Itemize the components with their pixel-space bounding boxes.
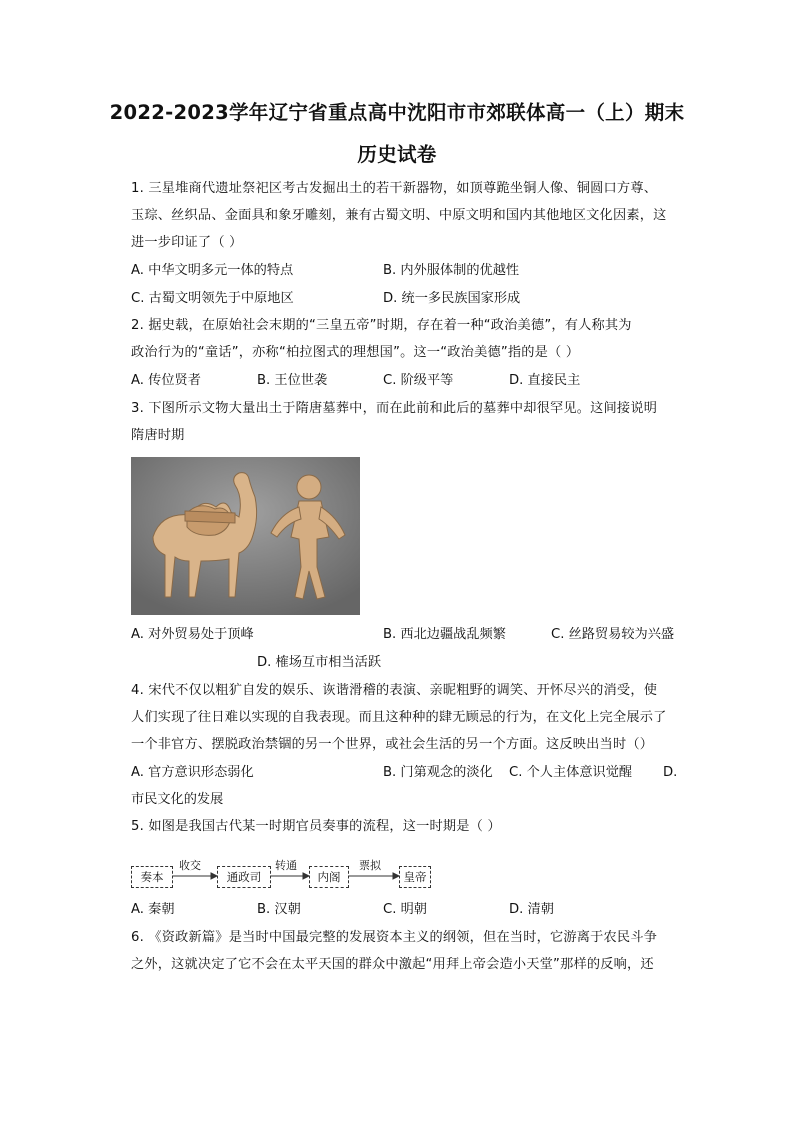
memorial-flow-diagram [131, 860, 431, 892]
artifact-photo [131, 457, 360, 615]
flow-box-cabinet: 内阁 [309, 866, 349, 888]
q5-option-b: B. 汉朝 [257, 902, 301, 917]
q1-stem-line3: 进一步印证了（ ） [131, 235, 243, 250]
q4-stem-line1: 4. 宋代不仅以粗犷自发的娱乐、诙谐滑稽的表演、亲昵粗野的调笑、开怀尽兴的消受，使 [131, 683, 658, 698]
flow-box-emperor: 皇帝 [399, 866, 431, 888]
q4-stem-line2: 人们实现了往日难以实现的自我表现。而且这种种的肆无顾忌的行为，在文化上完全展示了 [131, 710, 667, 725]
page-subtitle: 历史试卷 [357, 143, 437, 166]
q6-stem-line2: 之外，这就决定了它不会在太平天国的群众中激起“用拜上帝会造小天堂”那样的反响，还 [131, 957, 654, 972]
q4-stem-line3: 一个非官方、摆脱政治禁锢的另一个世界，或社会生活的另一个方面。这反映出当时（） [131, 737, 654, 752]
q1-stem-line2: 玉琮、丝织品、金面具和象牙雕刻，兼有古蜀文明、中原文明和国内其他地区文化因素，这 [131, 208, 667, 223]
q4-option-a: A. 官方意识形态弱化 [131, 765, 254, 780]
camel-and-figure-illustration [131, 457, 360, 615]
flow-label-draft: 票拟 [359, 859, 381, 872]
q3-stem-line2: 隋唐时期 [131, 428, 185, 443]
q5-option-d: D. 清朝 [509, 902, 554, 917]
q5-option-a: A. 秦朝 [131, 902, 175, 917]
q1-option-d: D. 统一多民族国家形成 [383, 291, 521, 306]
q2-stem-line2: 政治行为的“童话”，亦称“柏拉图式的理想国”。这一“政治美德”指的是（ ） [131, 345, 580, 360]
q2-stem-line1: 2. 据史载，在原始社会末期的“三皇五帝”时期，存在着一种“政治美德”，有人称其为 [131, 318, 632, 333]
flow-label-forward: 转通 [275, 859, 297, 872]
q4-option-c: C. 个人主体意识觉醒 [509, 765, 633, 780]
page-title: 2022-2023学年辽宁省重点高中沈阳市市郊联体高一（上）期末 [109, 101, 685, 124]
q1-option-c: C. 古蜀文明领先于中原地区 [131, 291, 294, 306]
q5-option-c: C. 明朝 [383, 902, 427, 917]
q4-option-d-text: 市民文化的发展 [131, 792, 224, 807]
q1-option-b: B. 内外服体制的优越性 [383, 263, 520, 278]
q1-option-a: A. 中华文明多元一体的特点 [131, 263, 294, 278]
q2-option-a: A. 传位贤者 [131, 373, 201, 388]
q3-option-a: A. 对外贸易处于顶峰 [131, 627, 254, 642]
q2-option-c: C. 阶级平等 [383, 373, 454, 388]
q6-stem-line1: 6. 《资政新篇》是当时中国最完整的发展资本主义的纲领，但在当时，它游离于农民斗争 [131, 930, 658, 945]
q4-option-b: B. 门第观念的淡化 [383, 765, 493, 780]
flow-label-submit: 收交 [179, 859, 201, 872]
q1-stem-line1: 1. 三星堆商代遗址祭祀区考古发掘出土的若干新器物，如顶尊跪坐铜人像、铜圆口方尊、 [131, 181, 658, 196]
q2-option-b: B. 王位世袭 [257, 373, 328, 388]
q5-stem-line1: 5. 如图是我国古代某一时期官员奏事的流程，这一时期是（ ） [131, 819, 501, 834]
q3-option-d: D. 榷场互市相当活跃 [257, 655, 382, 670]
q2-option-d: D. 直接民主 [509, 373, 581, 388]
q3-option-c: C. 丝路贸易较为兴盛 [551, 627, 675, 642]
q3-stem-line1: 3. 下图所示文物大量出土于隋唐墓葬中，而在此前和此后的墓葬中却很罕见。这间接说明 [131, 401, 658, 416]
q4-option-d-label: D. [663, 765, 678, 780]
flow-box-office: 通政司 [217, 866, 271, 888]
flow-box-memorial: 奏本 [131, 866, 173, 888]
q3-option-b: B. 西北边疆战乱频繁 [383, 627, 506, 642]
